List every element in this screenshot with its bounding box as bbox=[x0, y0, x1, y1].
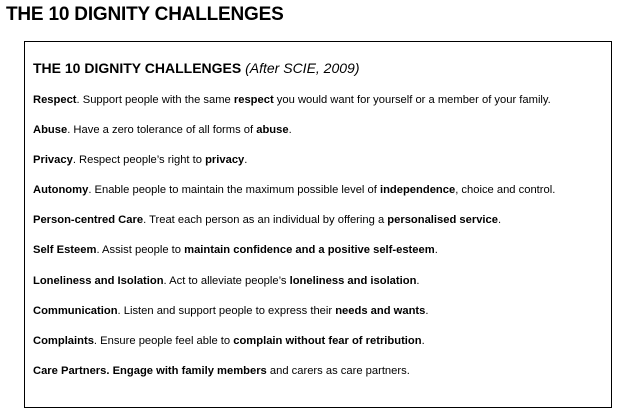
challenge-item bbox=[33, 213, 555, 243]
challenge-name: Loneliness and Isolation bbox=[33, 274, 164, 287]
challenge-text: . Assist people to bbox=[96, 244, 185, 257]
challenge-text-end: . bbox=[244, 154, 248, 167]
challenge-item bbox=[33, 153, 555, 183]
box-title bbox=[33, 60, 360, 76]
challenge-keyword: complain without fear of retribution bbox=[233, 334, 422, 347]
challenge-text: . Ensure people feel able to bbox=[93, 334, 234, 347]
challenge-item bbox=[33, 93, 555, 123]
challenge-text: . Act to alleviate people’s bbox=[163, 274, 290, 287]
challenge-name: Autonomy bbox=[33, 184, 89, 197]
challenge-text-end: . bbox=[434, 244, 438, 257]
challenge-name: Person-centred Care bbox=[33, 214, 144, 227]
challenge-text: . Have a zero tolerance of all forms of bbox=[67, 124, 257, 137]
challenge-keyword: independence bbox=[379, 184, 456, 197]
challenge-text: . Enable people to maintain the maximum possible level of bbox=[88, 184, 380, 197]
challenge-keyword: loneliness and isolation bbox=[289, 274, 417, 287]
challenge-keyword: privacy bbox=[205, 154, 245, 167]
challenge-text-end: . bbox=[425, 304, 429, 317]
challenge-name: Abuse bbox=[33, 124, 68, 137]
dignity-challenges-box bbox=[24, 41, 612, 408]
challenge-text-end: . bbox=[416, 274, 420, 287]
challenge-list bbox=[33, 93, 555, 394]
challenge-keyword: needs and wants bbox=[335, 304, 426, 317]
challenge-text: and carers as care partners. bbox=[266, 364, 410, 377]
challenge-keyword: abuse bbox=[256, 124, 289, 137]
challenge-item bbox=[33, 123, 555, 153]
challenge-name: Complaints bbox=[33, 334, 94, 347]
challenge-name: Care Partners. Engage with family members bbox=[33, 364, 267, 377]
challenge-text: . Treat each person as an individual by offering a bbox=[143, 214, 388, 227]
challenge-keyword: personalised service bbox=[387, 214, 498, 227]
challenge-text-end: . bbox=[421, 334, 425, 347]
box-title-source: (After SCIE, 2009) bbox=[245, 60, 360, 76]
challenge-name: Privacy bbox=[33, 154, 73, 167]
challenge-text-end: . bbox=[288, 124, 292, 137]
challenge-text-end: you would want for yourself or a member of your family. bbox=[273, 94, 551, 106]
challenge-item bbox=[33, 304, 555, 334]
challenge-name: Communication bbox=[33, 304, 118, 317]
challenge-item bbox=[33, 334, 555, 364]
challenge-text-end: , choice and control. bbox=[455, 184, 556, 197]
challenge-item bbox=[33, 243, 555, 273]
challenge-keyword: maintain confidence and a positive self-esteem bbox=[184, 244, 435, 257]
challenge-item bbox=[33, 183, 555, 213]
challenge-text: . Respect people’s right to bbox=[72, 154, 206, 167]
challenge-item bbox=[33, 274, 555, 304]
challenge-text: . Support people with the same bbox=[76, 94, 234, 106]
box-title-text: THE 10 DIGNITY CHALLENGES bbox=[33, 60, 242, 76]
challenge-item bbox=[33, 364, 555, 394]
challenge-text-end: . bbox=[497, 214, 502, 227]
challenge-name: Self Esteem bbox=[33, 244, 97, 257]
challenge-name: Respect bbox=[33, 94, 77, 106]
page-heading: THE 10 DIGNITY CHALLENGES bbox=[6, 4, 284, 25]
challenge-text: . Listen and support people to express their bbox=[117, 304, 336, 317]
challenge-keyword: respect bbox=[233, 94, 274, 106]
